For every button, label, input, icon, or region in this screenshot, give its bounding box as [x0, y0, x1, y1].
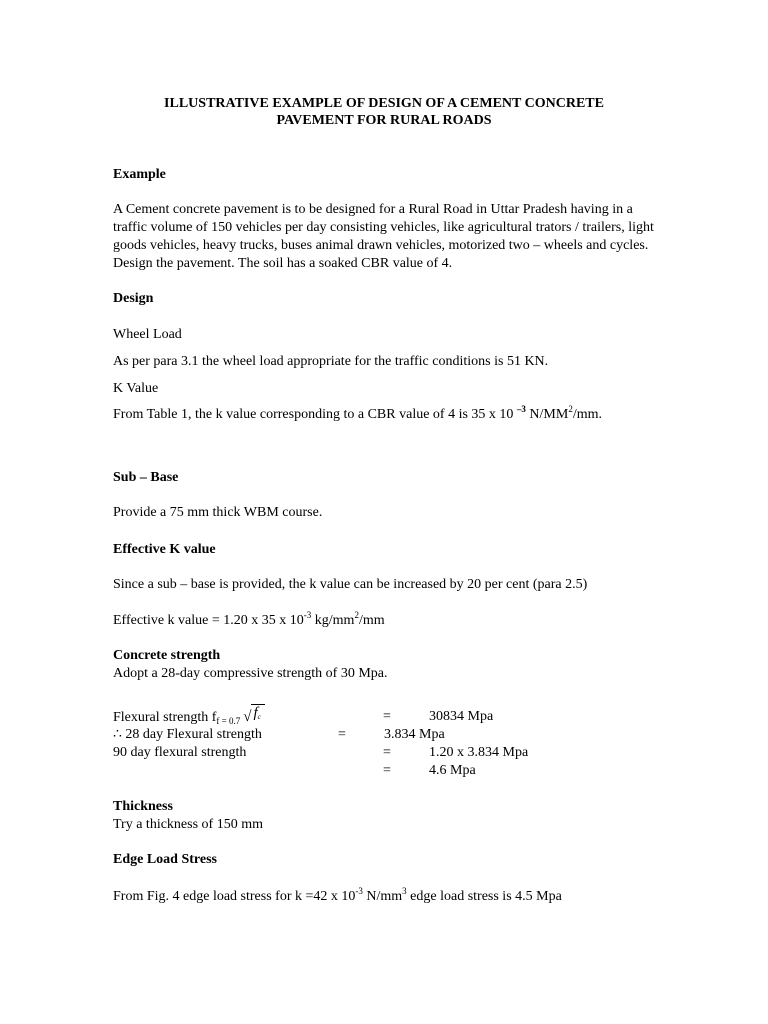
- day90-result-value: 4.6 Mpa: [429, 763, 476, 778]
- thickness-text: Try a thickness of 150 mm: [113, 817, 263, 832]
- flexural-strength-label: Flexural strength $f_{f = 0.7}$ √ $f_c$: [113, 708, 265, 726]
- day90-strength-row: [113, 744, 658, 762]
- day90-strength-value: 1.20 x 3.834 Mpa: [429, 745, 529, 760]
- wheel-load-text: As per para 3.1 the wheel load appropriate for the traffic conditions is 51 KN.: [113, 354, 549, 369]
- day28-strength-equals: =: [338, 727, 346, 742]
- day28-strength-row: [113, 726, 658, 744]
- title-line-2: PAVEMENT FOR RURAL ROADS: [276, 113, 492, 128]
- day90-result-equals: =: [383, 763, 391, 778]
- example-heading: Example: [113, 167, 166, 182]
- effective-k-text: Since a sub – base is provided, the k value can be increased by 20 per cent (para 2.5): [113, 577, 588, 592]
- flexural-strength-value: 30834 Mpa: [429, 709, 494, 724]
- document-title: [113, 95, 655, 129]
- design-heading: Design: [113, 291, 154, 306]
- sub-base-text: Provide a 75 mm thick WBM course.: [113, 505, 323, 520]
- sqrt-symbol: √ $f_c$: [243, 708, 265, 726]
- effective-k-heading: Effective K value: [113, 542, 216, 557]
- example-paragraph: A Cement concrete pavement is to be designed for a Rural Road in Uttar Pradesh having in a traffic volume of 150 vehicles per day consisting vehicles, like agricultural trators / trailers, light goods vehicles, heavy trucks, buses animal drawn vehicles, motorized two – wheels and cycles. Design the pavement. The soil has a soaked CBR value of 4.: [113, 202, 654, 271]
- effective-k-formula: Effective k value = 1.20 x 35 x $10^{-3}$ $kg/mm^2/mm$: [113, 610, 385, 628]
- title-line-1: ILLUSTRATIVE EXAMPLE OF DESIGN OF A CEMENT CONCRETE: [164, 96, 604, 111]
- edge-load-heading: Edge Load Stress: [113, 852, 217, 867]
- day28-strength-value: 3.834 Mpa: [384, 727, 445, 742]
- day90-result-row: [113, 762, 658, 780]
- day90-strength-equals: =: [383, 745, 391, 760]
- thickness-heading: Thickness: [113, 799, 173, 814]
- flexural-strength-equals: =: [383, 709, 391, 724]
- k-value-text: From Table 1, the k value corresponding to a CBR value of 4 is 35 x 10 $^{-3}$ $N/MM^2/mm$.: [113, 404, 602, 422]
- k-value-label: K Value: [113, 381, 159, 396]
- wheel-load-label: Wheel Load: [113, 327, 182, 342]
- sub-base-heading: Sub – Base: [113, 470, 179, 485]
- concrete-strength-text: Adopt a 28-day compressive strength of 30 Mpa.: [113, 666, 388, 681]
- flexural-strength-row: [113, 705, 658, 726]
- edge-load-text: From Fig. 4 edge load stress for k =42 x $10^{-3}$ $N/mm^3$ edge load stress is 4.5 Mpa: [113, 886, 562, 904]
- day90-strength-label: 90 day flexural strength: [113, 745, 247, 760]
- day28-strength-label: ∴ 28 day Flexural strength: [113, 727, 262, 742]
- concrete-strength-heading: Concrete strength: [113, 648, 221, 663]
